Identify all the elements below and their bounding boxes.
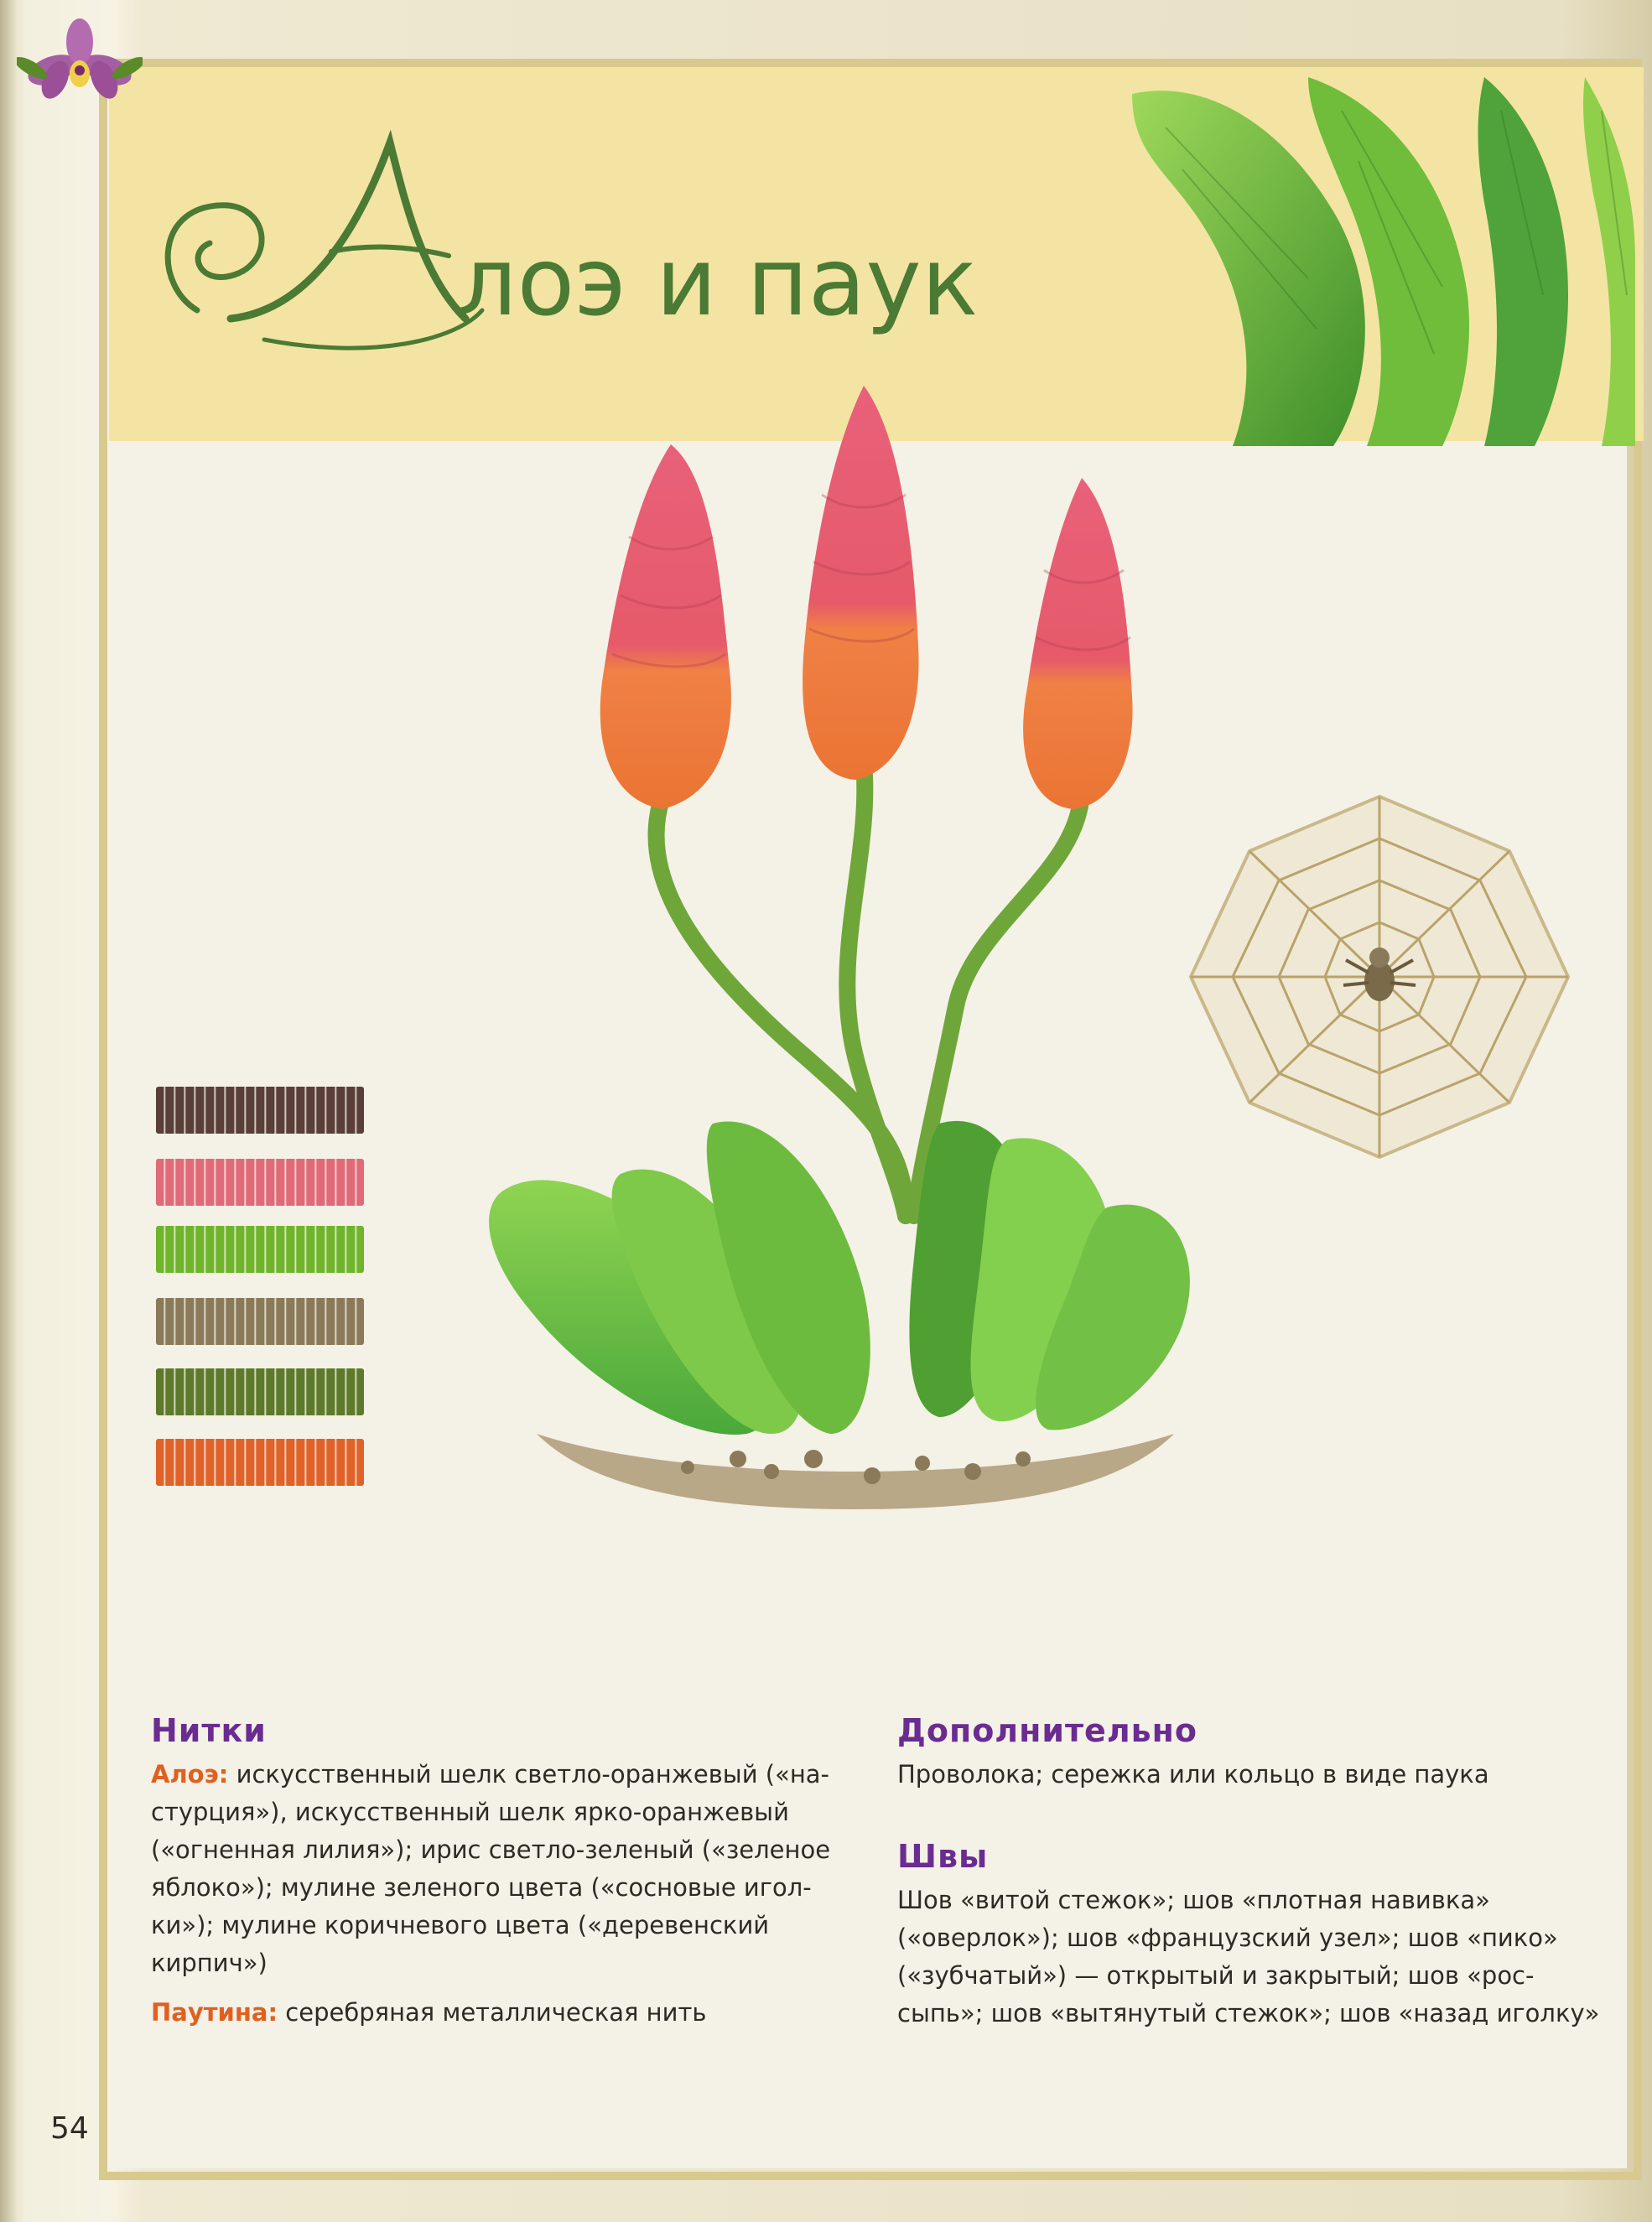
threads-aloe-text (151, 1756, 889, 1982)
soil-base (537, 1434, 1174, 1509)
orchid-decoration (17, 17, 143, 126)
thread-swatch-brown (156, 1087, 364, 1134)
stitches-line: Шов «витой стежок»; шов «плотная навивка» (897, 1886, 1490, 1914)
threads-heading: Нитки (151, 1712, 267, 1749)
extra-heading: Дополнительно (897, 1712, 1198, 1749)
spider-web-embroidery (1174, 771, 1585, 1182)
page-title (138, 109, 1061, 386)
web-label: Паутина: (151, 1998, 278, 2027)
thread-swatch-olive (156, 1368, 364, 1415)
extra-section (897, 1712, 1618, 1794)
thread-swatch-orange (156, 1439, 364, 1486)
aloe-line: («огненная лилия»); ирис светло-зеленый («зеленое (151, 1835, 831, 1864)
title-text: лоэ и паук (457, 228, 979, 337)
web-text: серебряная металлическая нить (285, 1998, 707, 2027)
aloe-bud-center (803, 386, 918, 780)
extra-text: Проволока; сережка или кольцо в виде паука (897, 1760, 1489, 1789)
page-number: 54 (50, 2111, 89, 2146)
aloe-line: кирпич») (151, 1949, 268, 1977)
title-initial-stroke (231, 143, 465, 319)
stitches-heading: Швы (897, 1838, 989, 1875)
stitches-line: сыпь»; шов «вытянутый стежок»; шов «назад иголку» (897, 1999, 1600, 2027)
book-spine (0, 0, 17, 2222)
thread-swatch-light-green (156, 1226, 364, 1273)
aloe-label: Алоэ: (151, 1760, 229, 1789)
thread-swatch-taupe (156, 1298, 364, 1345)
aloe-line: яблоко»); мулине зеленого цвета («сосновые игол- (151, 1873, 812, 1902)
aloe-embroidery-illustration (436, 369, 1275, 1627)
stitches-text (897, 1882, 1618, 2033)
stitches-line: («зубчатый») — открытый и закрытый; шов «рос- (897, 1961, 1535, 1990)
aloe-line: ки»); мулине коричневого цвета («деревенский (151, 1911, 770, 1939)
stitches-line: («оверлок»); шов «французский узел»; шов «пико» (897, 1923, 1558, 1952)
aloe-line: стурция»), искусственный шелк ярко-оранжевый (151, 1798, 789, 1826)
title-initial: А (390, 312, 397, 321)
stitches-section (897, 1838, 1618, 2033)
aloe-line: искусственный шелк светло-оранжевый («на- (236, 1760, 830, 1789)
title-flourish-left (168, 205, 262, 310)
threads-web-text (151, 1994, 889, 2032)
threads-section (151, 1712, 889, 2032)
aloe-bud-left (600, 444, 731, 809)
thread-swatch-pink (156, 1159, 364, 1206)
